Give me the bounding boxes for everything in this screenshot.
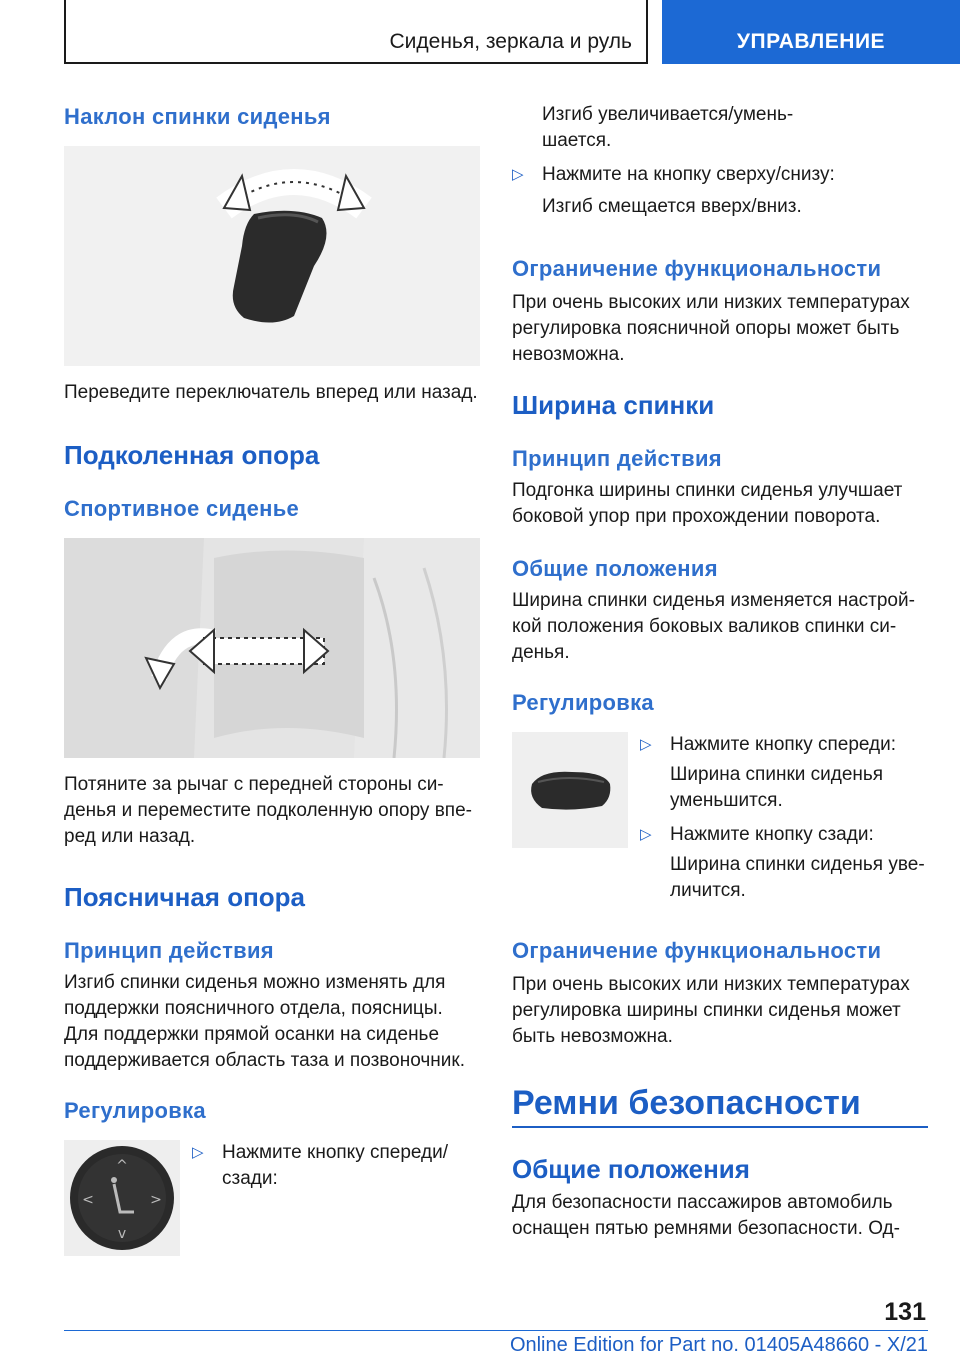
width-general-heading: Общие положения	[512, 556, 718, 581]
footer-edition: Online Edition for Part no. 01405A48660 - X/21	[509, 1334, 928, 1356]
header-chapter-tab[interactable]	[662, 0, 960, 64]
belts-general-text: Для безопасности пассажиров автомобиль оснащен пятью ремнями безопасности. Од-	[512, 1192, 900, 1239]
lumbar-result-2: Изгиб смещается вверх/вниз.	[542, 196, 802, 217]
triangle-right-icon: ▷	[640, 736, 652, 753]
header-section-box	[64, 0, 648, 64]
backrest-tilt-heading: Наклон спинки сиденья	[64, 104, 331, 129]
knee-support-text: Потяните за рычаг с передней стороны си- денья и переместите подколенную опору впе- ред или назад.	[64, 774, 472, 847]
header-section-title: Сиденья, зеркала и руль	[389, 30, 632, 53]
svg-text:>: >	[150, 1192, 162, 1208]
knee-support-image	[64, 538, 480, 758]
width-principle-text: Подгонка ширины спинки сиденья улучшает боковой упор при прохождении поворота.	[512, 480, 903, 527]
backrest-tilt-switch-image	[64, 146, 480, 366]
backrest-tilt-text: Переведите переключатель вперед или назад.	[64, 382, 478, 403]
width-result-2: Ширина спинки сиденья уве- личится.	[670, 854, 925, 901]
lumbar-adjust-heading: Регулировка	[64, 1098, 206, 1123]
lumbar-bullet-2: ▷ Нажмите на кнопку сверху/снизу:	[512, 162, 932, 188]
svg-text:<: <	[82, 1192, 94, 1208]
triangle-right-icon: ▷	[640, 826, 652, 843]
knee-support-heading: Подколенная опора	[64, 440, 320, 470]
svg-text:^: ^	[116, 1158, 128, 1174]
svg-text:v: v	[117, 1226, 127, 1242]
page-number: 131	[884, 1298, 926, 1326]
width-adjust-heading: Регулировка	[512, 690, 654, 715]
sport-seat-subheading: Спортивное сиденье	[64, 496, 300, 521]
width-bullet-2: ▷ Нажмите кнопку сзади:	[640, 822, 932, 848]
width-bullet-1: ▷ Нажмите кнопку спереди:	[640, 732, 932, 758]
width-heading: Ширина спинки	[512, 390, 715, 420]
lumbar-limit-text: При очень высоких или низких температурах регулировка поясничной опоры может быть невозможна.	[512, 292, 910, 365]
triangle-right-icon: ▷	[512, 166, 524, 183]
width-result-1: Ширина спинки сиденья уменьшится.	[670, 764, 884, 811]
triangle-right-icon: ▷	[192, 1144, 204, 1161]
width-principle-heading: Принцип действия	[512, 446, 722, 471]
width-general-text: Ширина спинки сиденья изменяется настрой- кой положения боковых валиков спинки си- денья.	[512, 590, 915, 663]
belts-heading: Ремни безопасности	[512, 1084, 861, 1122]
lumbar-limit-heading: Ограничение функциональности	[512, 256, 882, 281]
header-chapter-title: УПРАВЛЕНИЕ	[736, 30, 886, 53]
lumbar-principle-heading: Принцип действия	[64, 938, 274, 963]
width-control-image	[512, 732, 628, 848]
width-limit-heading: Ограничение функциональности	[512, 938, 882, 963]
lumbar-control-image	[64, 1140, 180, 1256]
footer-rule	[64, 1330, 928, 1331]
lumbar-heading: Поясничная опора	[64, 882, 306, 912]
lumbar-principle-text: Изгиб спинки сиденья можно изменять для поддержки поясничного отдела, поясницы. Для поддержки прямой осанки на сиденье поддерживается область таза и позвоночник.	[64, 972, 465, 1071]
lumbar-result-1: Изгиб увеличивается/умень- шается.	[542, 104, 794, 151]
belts-general-heading: Общие положения	[512, 1154, 750, 1184]
belts-heading-rule	[512, 1126, 928, 1128]
lumbar-bullet-1: ▷ Нажмите кнопку спереди/ сзади:	[192, 1142, 449, 1189]
width-limit-text: При очень высоких или низких температурах регулировка ширины спинки сиденья может быть невозможна.	[512, 974, 910, 1047]
